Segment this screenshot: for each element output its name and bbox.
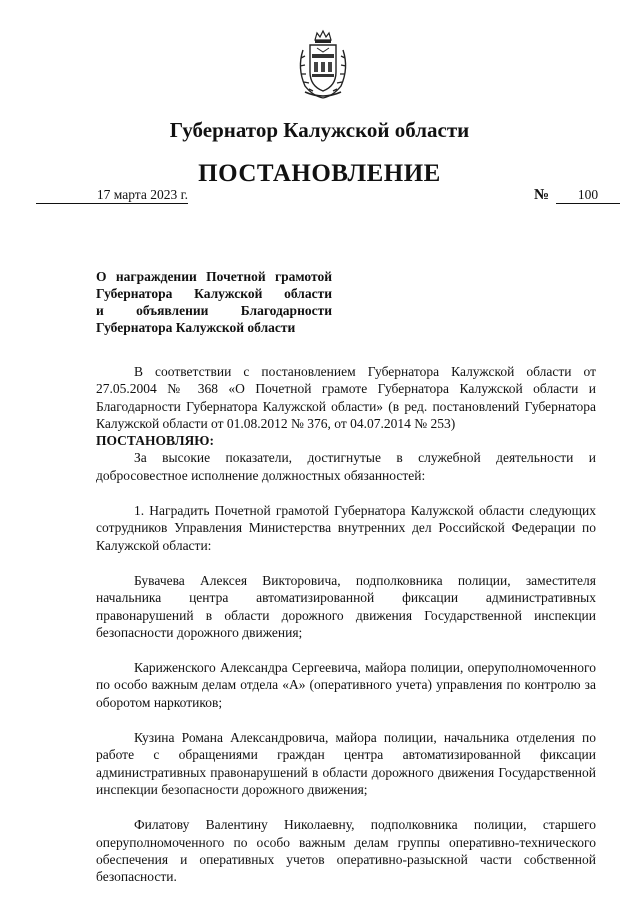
governor-title: Губернатор Калужской области xyxy=(169,118,470,142)
document-date: 17 марта 2023 г. xyxy=(36,187,188,204)
coat-of-arms-icon xyxy=(295,28,351,100)
item-paragraph: 1. Наградить Почетной грамотой Губернатора Калужской области следующих сотрудников Управления Министерства внутренних дел Российской Федерации по Калужской области: xyxy=(96,503,596,553)
document-body xyxy=(96,363,596,885)
document-number: 100 xyxy=(556,187,620,204)
document-type-title: ПОСТАНОВЛЕНИЕ xyxy=(198,160,441,187)
preamble-paragraph: В соответствии с постановлением Губернатора Калужской области от 27.05.2004 № 368 «О Почетной грамоте Губернатора Калужской области и Благодарности Губернатора Калужской области» (в ред. постановлений Губернатора Калужской области от 01.08.2012 № 376, от 04.07.2014 № 253) xyxy=(96,364,596,431)
number-sign: № xyxy=(534,187,550,203)
person-paragraph: Кузина Романа Александровича, майора полиции, начальника отделения по работе с обращениями граждан центра автоматизированной фиксации административных правонарушений в области дорожного движения Государственной инспекции безопасности дорожного движения; xyxy=(96,730,596,797)
reason-paragraph: За высокие показатели, достигнутые в служебной деятельности и добросовестное исполнение должностных обязанностей: xyxy=(96,450,596,483)
document-subject xyxy=(96,268,332,336)
decree-word: ПОСТАНОВЛЯЮ: xyxy=(96,433,214,449)
subject-line: Губернатора Калужской области xyxy=(96,320,296,335)
subject-line: и объявлении Благодарности xyxy=(96,303,332,318)
subject-line: Губернатора Калужской области xyxy=(96,286,332,301)
person-paragraph: Кариженского Александра Сергеевича, майора полиции, оперуполномоченного по особо важным делам отдела «А» (оперативного учета) управления по контролю за оборотом наркотиков; xyxy=(96,660,596,710)
person-paragraph: Бувачева Алексея Викторовича, подполковника полиции, заместителя начальника центра автоматизированной фиксации административных правонарушений в области дорожного движения Государственной инспекции безопасности дорожного движения; xyxy=(96,572,596,640)
person-paragraph: Филатову Валентину Николаевну, подполковника полиции, старшего оперуполномоченного по особо важным делам группы оперативно-технического обеспечения и оперативных учетов оперативно-разыскной части собственной безопасности. xyxy=(96,817,596,885)
subject-line: О награждении Почетной грамотой xyxy=(96,269,332,284)
